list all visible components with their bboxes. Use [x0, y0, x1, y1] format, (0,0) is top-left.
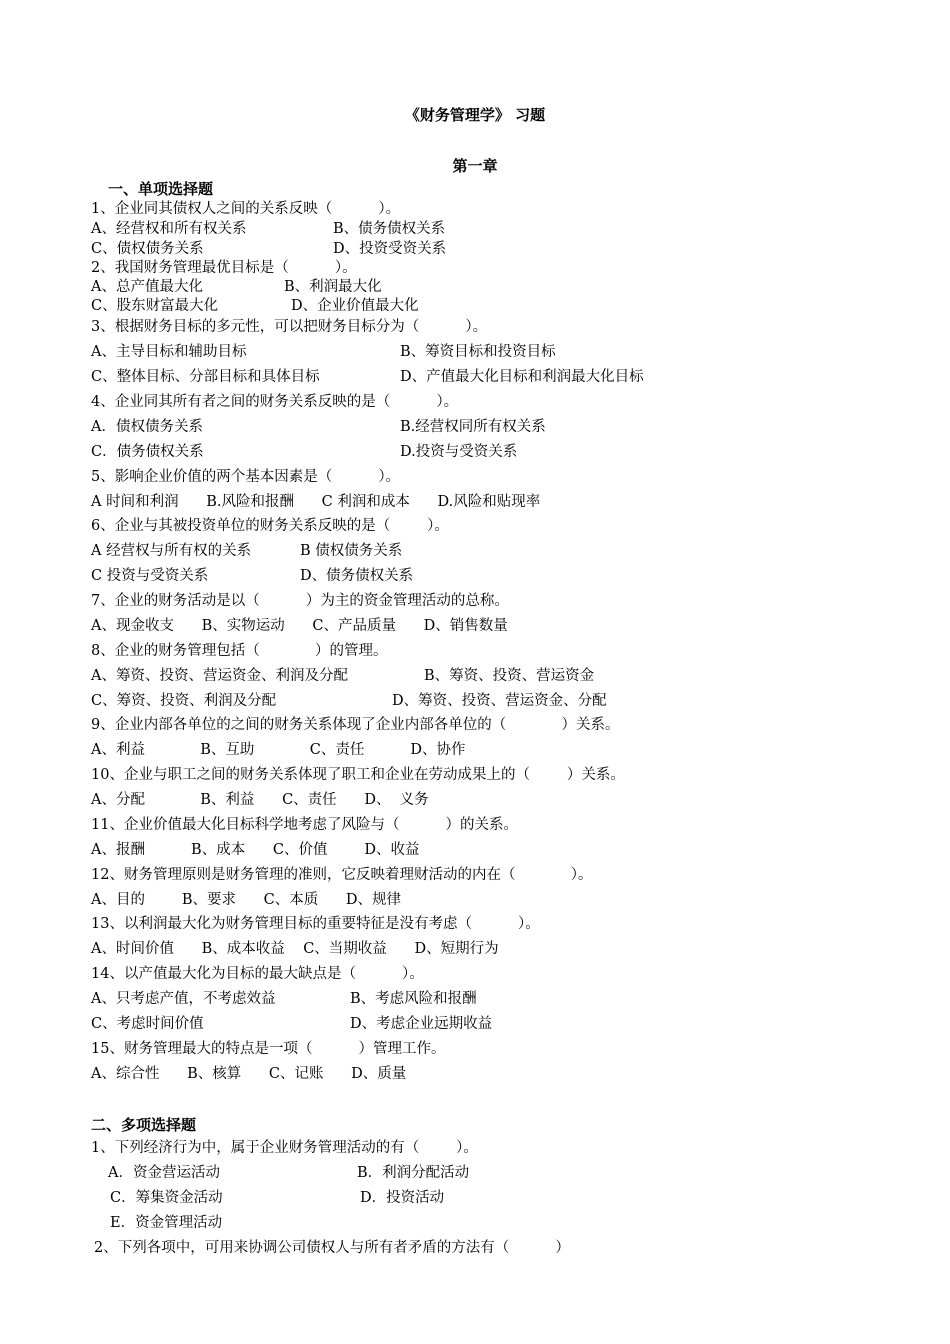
multi-option-1d: D．投资活动: [360, 1190, 445, 1206]
option-2c: C、股东财富最大化: [91, 298, 219, 314]
option-3c: C、整体目标、分部目标和具体目标: [91, 369, 320, 385]
option-1d: D、投资受资关系: [333, 241, 447, 257]
question-11: 11、企业价值最大化目标科学地考虑了风险与（ ）的关系。: [91, 817, 519, 833]
multi-question-1: 1、下列经济行为中，属于企业财务管理活动的有（ ）。: [91, 1140, 478, 1156]
option-3b: B、筹资目标和投资目标: [400, 344, 556, 360]
options-11: A、报酬 B、成本 C、价值 D、收益: [91, 842, 420, 858]
option-8d: D、筹资、投资、营运资金、分配: [392, 693, 607, 709]
question-1: 1、企业同其债权人之间的关系反映（ ）。: [91, 201, 401, 217]
option-1a: A、经营权和所有权关系: [91, 221, 247, 237]
multi-option-1c: C．筹集资金活动: [110, 1190, 223, 1206]
options-7: A、现金收支 B、实物运动 C、产品质量 D、销售数量: [91, 618, 508, 634]
question-13: 13、以利润最大化为财务管理目标的重要特征是没有考虑（ ）。: [91, 916, 540, 932]
option-6c: C 投资与受资关系: [91, 568, 209, 584]
document-title: 《财务管理学》 习题: [404, 106, 546, 124]
option-4b: B.经营权同所有权关系: [400, 419, 546, 435]
option-1b: B、债务债权关系: [333, 221, 446, 237]
option-6a: A 经营权与所有权的关系: [91, 543, 252, 559]
question-9: 9、企业内部各单位的之间的财务关系体现了企业内部各单位的（ ）关系。: [91, 717, 620, 733]
options-5: A 时间和利润 B.风险和报酬 C 利润和成本 D.风险和贴现率: [91, 494, 541, 510]
question-5: 5、影响企业价值的两个基本因素是（ ）。: [91, 469, 401, 485]
option-14a: A、只考虑产值，不考虑效益: [91, 991, 276, 1007]
multi-option-1a: A．资金营运活动: [108, 1165, 220, 1181]
option-4c: C．债务债权关系: [91, 444, 204, 460]
multi-option-1b: B．利润分配活动: [357, 1165, 470, 1181]
option-8c: C、筹资、投资、利润及分配: [91, 693, 277, 709]
option-8a: A、筹资、投资、营运资金、利润及分配: [91, 668, 348, 684]
option-6d: D、债务债权关系: [300, 568, 414, 584]
option-3a: A、主导目标和辅助目标: [91, 344, 247, 360]
options-15: A、综合性 B、核算 C、记账 D、质量: [91, 1066, 407, 1082]
question-4: 4、企业同其所有者之间的财务关系反映的是（ ）。: [91, 394, 459, 410]
option-14b: B、考虑风险和报酬: [350, 991, 477, 1007]
option-2b: B、利润最大化: [284, 279, 382, 295]
option-6b: B 债权债务关系: [300, 543, 403, 559]
question-14: 14、以产值最大化为目标的最大缺点是（ ）。: [91, 966, 424, 982]
options-10: A、分配 B、利益 C、责任 D、 义务: [91, 792, 429, 808]
option-3d: D、产值最大化目标和利润最大化目标: [400, 369, 644, 385]
question-3: 3、根据财务目标的多元性，可以把财务目标分为（ ）。: [91, 319, 488, 335]
option-2d: D、企业价值最大化: [291, 298, 419, 314]
option-8b: B、筹资、投资、营运资金: [424, 668, 595, 684]
option-2a: A、总产值最大化: [91, 279, 203, 295]
section-heading-multiple-choice: 二、多项选择题: [91, 1116, 197, 1134]
chapter-heading: 第一章: [452, 157, 498, 175]
question-12: 12、财务管理原则是财务管理的准则，它反映着理财活动的内在（ ）。: [91, 867, 593, 883]
option-14d: D、考虑企业远期收益: [350, 1016, 493, 1032]
options-13: A、时间价值 B、成本收益 C、当期收益 D、短期行为: [91, 941, 499, 957]
question-15: 15、财务管理最大的特点是一项（ ）管理工作。: [91, 1041, 446, 1057]
option-14c: C、考虑时间价值: [91, 1016, 204, 1032]
option-4d: D.投资与受资关系: [400, 444, 518, 460]
option-4a: A．债权债务关系: [91, 419, 203, 435]
options-9: A、利益 B、互助 C、责任 D、协作: [91, 742, 466, 758]
multi-question-2: 2、下列各项中，可用来协调公司债权人与所有者矛盾的方法有（ ）: [94, 1240, 570, 1256]
section-heading-single-choice: 一、单项选择题: [108, 180, 214, 198]
question-2: 2、我国财务管理最优目标是（ ）。: [91, 260, 357, 276]
question-10: 10、企业与职工之间的财务关系体现了职工和企业在劳动成果上的（ ）关系。: [91, 767, 625, 783]
question-7: 7、企业的财务活动是以（ ）为主的资金管理活动的总称。: [91, 593, 509, 609]
question-6: 6、企业与其被投资单位的财务关系反映的是（ ）。: [91, 518, 449, 534]
question-8: 8、企业的财务管理包括（ ）的管理。: [91, 643, 388, 659]
multi-option-1e: E．资金管理活动: [110, 1215, 223, 1231]
options-12: A、目的 B、要求 C、本质 D、规律: [91, 892, 402, 908]
option-1c: C、债权债务关系: [91, 241, 204, 257]
